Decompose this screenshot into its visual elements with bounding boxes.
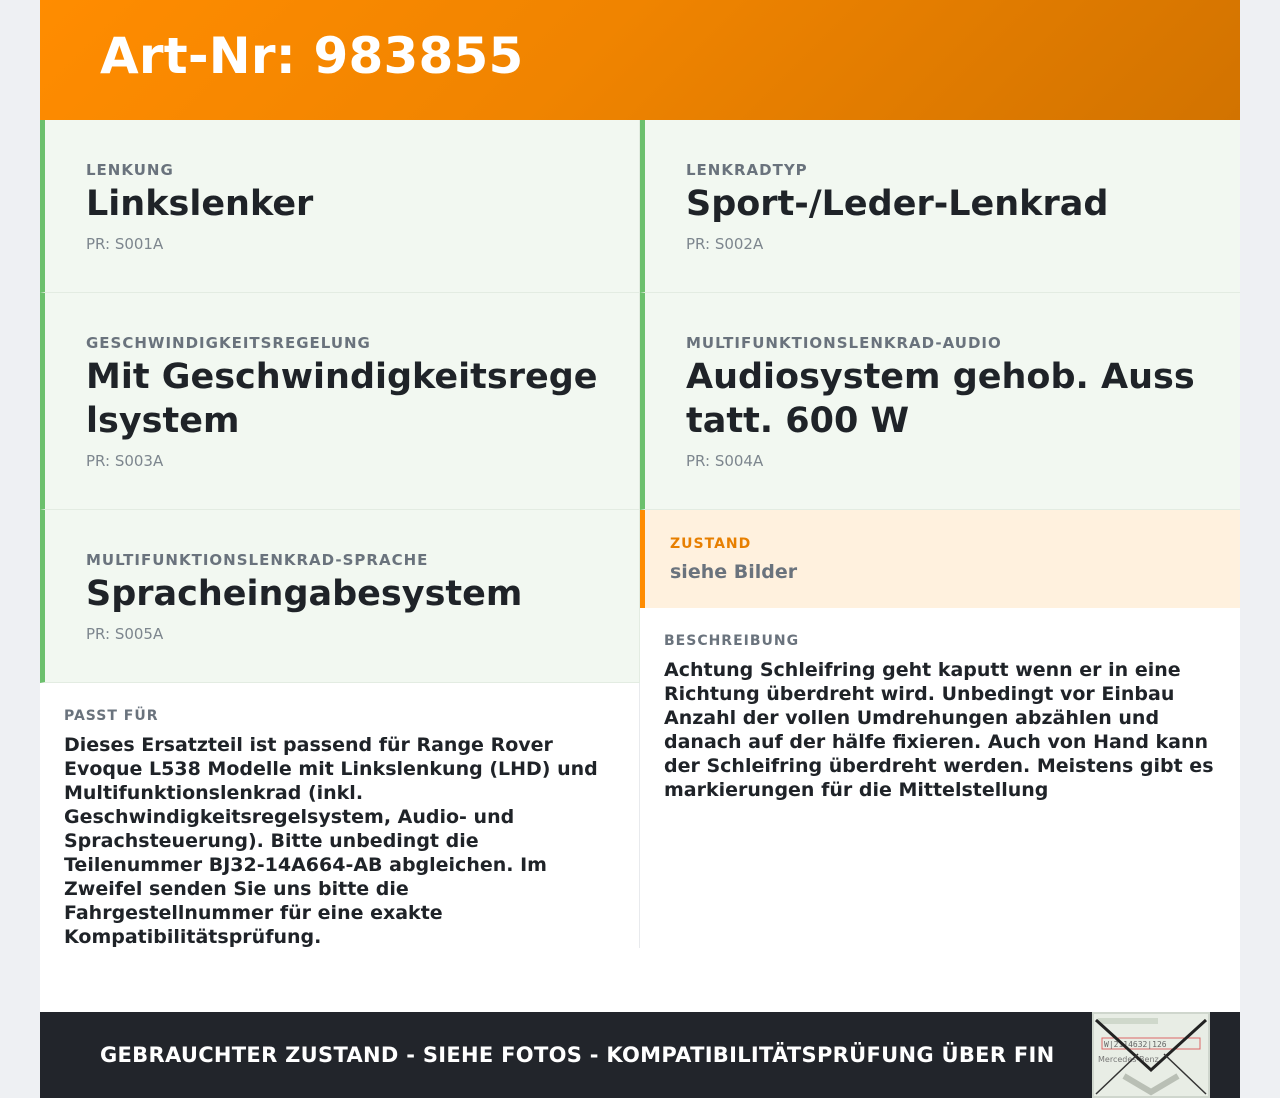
article-number-title: Art-Nr: 983855 [100, 27, 524, 85]
spec-label: LENKRADTYP [686, 161, 808, 179]
description-section [640, 608, 1240, 802]
spec-value: Spracheingabesystem [86, 574, 523, 614]
spec-card-lenkradtyp [640, 120, 1240, 293]
description-text: Achtung Schleifring geht kaputt wenn er in eine Richtung überdreht wird. Unbedingt vor Einbau Anzahl der vollen Umdrehungen abzählen und danach auf der hälfe fixieren. Auch von Hand kann der Schleifring überdreht werden. Meistens gibt es markierungen für die Mittelstellung [664, 659, 1214, 801]
spec-card-sprache [40, 510, 640, 683]
description-label: BESCHREIBUNG [664, 633, 800, 649]
spec-value: Sport-/Leder-Lenkrad [686, 184, 1109, 224]
fits-section [40, 683, 640, 948]
footer-tagline: GEBRAUCHTER ZUSTAND - SIEHE FOTOS - KOMPATIBILITÄTSPRÜFUNG ÜBER FIN [100, 1043, 1055, 1067]
fits-text: Dieses Ersatzteil ist passend für Range Rover Evoque L538 Modelle mit Linkslenkung (LHD) und Multifunktionslenkrad (inkl. Geschwindigkeitsregelsystem, Audio- und Sprachsteuerung). Bitte unbedingt die Teilenummer BJ32-14A664-AB abgleichen. Im Zweifel senden Sie uns bitte die Fahrgestellnummer für eine exakte Kompatibilitätsprüfung. [64, 734, 598, 948]
spec-card-lenkung [40, 120, 640, 293]
spec-code: PR: S004A [686, 452, 764, 470]
footer-bar [40, 1012, 1240, 1098]
spec-code: PR: S005A [86, 625, 164, 643]
product-sheet [40, 0, 1240, 1098]
thumb-code-text: W|2114632|126 [1104, 1040, 1167, 1049]
spec-code: PR: S002A [686, 235, 764, 253]
part-label-image [1094, 1014, 1208, 1096]
spec-label: MULTIFUNKTIONSLENKRAD-AUDIO [686, 334, 1002, 352]
fits-label: PASST FÜR [64, 708, 159, 724]
spec-value: Linkslenker [86, 184, 314, 224]
part-label-thumbnail[interactable] [1092, 1012, 1210, 1098]
spec-code: PR: S003A [86, 452, 164, 470]
spec-value: Audiosystem gehob. Ausstatt. 600 W [686, 357, 1195, 441]
right-column [640, 120, 1240, 802]
condition-label: ZUSTAND [670, 536, 752, 552]
spec-label: GESCHWINDIGKEITSREGELUNG [86, 334, 371, 352]
spec-card-audio [640, 293, 1240, 510]
left-column [40, 120, 640, 948]
spec-code: PR: S001A [86, 235, 164, 253]
spec-card-geschwindigkeitsregelung [40, 293, 640, 510]
thumb-brand-text: Mercedes-Benz [1098, 1055, 1159, 1064]
condition-box [640, 510, 1240, 608]
spec-label: LENKUNG [86, 161, 174, 179]
condition-value: siehe Bilder [670, 561, 798, 583]
spec-label: MULTIFUNKTIONSLENKRAD-SPRACHE [86, 551, 429, 569]
header-bar [40, 0, 1240, 120]
spec-value: Mit Geschwindigkeitsregelsystem [86, 357, 598, 441]
